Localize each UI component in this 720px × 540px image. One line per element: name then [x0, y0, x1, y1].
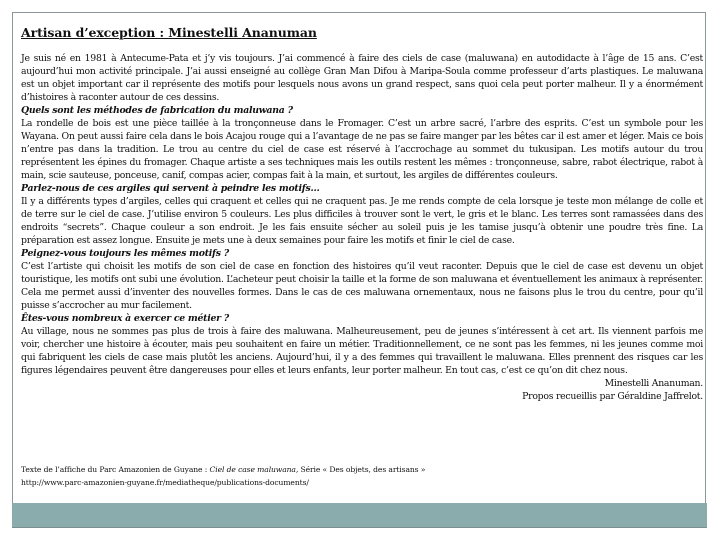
source-suffix: Série « Des objets, des artisans » [298, 465, 426, 474]
signature-credit: Propos recueillis par Géraldine Jaffrelot. [522, 391, 703, 402]
signature-name: Minestelli Ananuman. [604, 378, 703, 389]
source-citation [21, 463, 701, 489]
article-body [21, 52, 703, 403]
answer-paragraph: La rondelle de bois est une pièce taillée à la tronçonneuse dans le Fromager. C’est un arbre sacré, l’arbre des esprits. C’est un symbole pour les Wayana. On peut aussi faire cela dans le bois Acajou rouge qui a l’avantage de ne pas se faire manger par les bêtes car il est amer et léger. Mais ce bois n’entre pas dans la tradition. Le trou au centre du ciel de case est réservé à l’accrochage au sommet du tukusipan. Les motifs autour du trou représentent les épines du fromager. Chaque artiste a ses techniques mais les outils restent les mêmes : tronçonneuse, sabre, rabot électrique, rabot à main, scie sauteuse, ponceuse, canif, compas acier, compas fait à la main, et surtout, les argiles de différentes couleurs. [21, 118, 703, 181]
source-url[interactable]: http://www.parc-amazonien-guyane.fr/mediatheque/publications-documents/ [21, 478, 309, 487]
question-heading: Quels sont les méthodes de fabrication du maluwana ? [21, 105, 293, 116]
article [21, 25, 703, 403]
slide-footer-bar [12, 503, 707, 528]
question-heading: Parlez-nous de ces argiles qui servent à peindre les motifs… [21, 183, 320, 194]
answer-paragraph: Il y a différents types d’argiles, celles qui craquent et celles qui ne craquent pas. Je me rends compte de cela lorsque je teste mon mélange de colle et de terre sur le ciel de case. J’utilise environ 5 couleurs. Les plus difficiles à trouver sont le vert, le gris et le blanc. Les terres sont ramassées dans des endroits “secrets”. Chaque couleur a son endroit. Je les fais ensuite sécher au soleil puis je les tamise jusqu’à obtenir une poudre très fine. La préparation est assez longue. Ensuite je mets une à deux semaines pour faire les motifs et finir le ciel de case. [21, 196, 703, 246]
source-line [21, 463, 701, 476]
answer-paragraph: Au village, nous ne sommes pas plus de trois à faire des maluwana. Malheureusement, peu de jeunes s’intéressent à cet art. Ils viennent parfois me voir, chercher une histoire à écouter, mais peu souhaitent en faire un métier. Traditionnellement, ce ne sont pas les femmes, ni les jeunes comme moi qui fabriquent les ciels de case mais plutôt les anciens. Aujourd’hui, il y a des femmes qui travaillent le maluwana. Elles prennent des risques car les figures légendaires peuvent être dangereuses pour elles et leurs enfants, leur porter malheur. En tout cas, c’est ce qu’on dit chez nous. [21, 326, 703, 376]
source-title: Ciel de case maluwana, [209, 465, 299, 474]
question-heading: Peignez-vous toujours les mêmes motifs ? [21, 248, 229, 259]
intro-paragraph: Je suis né en 1981 à Antecume-Pata et j’y vis toujours. J’ai commencé à faire des ciels de case (maluwana) en autodidacte à l’âge de 15 ans. C’est aujourd’hui mon activité principale. J’ai aussi enseigné au collège Gran Man Difou à Maripa-Soula comme professeur d’arts plastiques. Le maluwana est un objet important car il représente des motifs pour lesquels nous avons un grand respect, sans quoi cela peut porter malheur. Il y a énormément d’histoires à raconter autour de ces dessins. [21, 53, 703, 103]
article-title: Artisan d’exception : Minestelli Ananuman [21, 25, 317, 40]
source-prefix: Texte de l’affiche du Parc Amazonien de Guyane : [21, 465, 210, 474]
answer-paragraph: C’est l’artiste qui choisit les motifs de son ciel de case en fonction des histoires qu’il veut raconter. Depuis que le ciel de case est devenu un objet touristique, les motifs ont subi une évolution. L’acheteur peut choisir la taille et la forme de son maluwana et éventuellement les animaux à représenter. Cela me permet aussi d’inventer des nouvelles formes. Dans le cas de ces maluwana ornementaux, nous ne faisons plus le trou du centre, pour qu’il puisse s’accrocher au mur facilement. [21, 261, 703, 311]
question-heading: Êtes-vous nombreux à exercer ce métier ? [21, 313, 230, 324]
